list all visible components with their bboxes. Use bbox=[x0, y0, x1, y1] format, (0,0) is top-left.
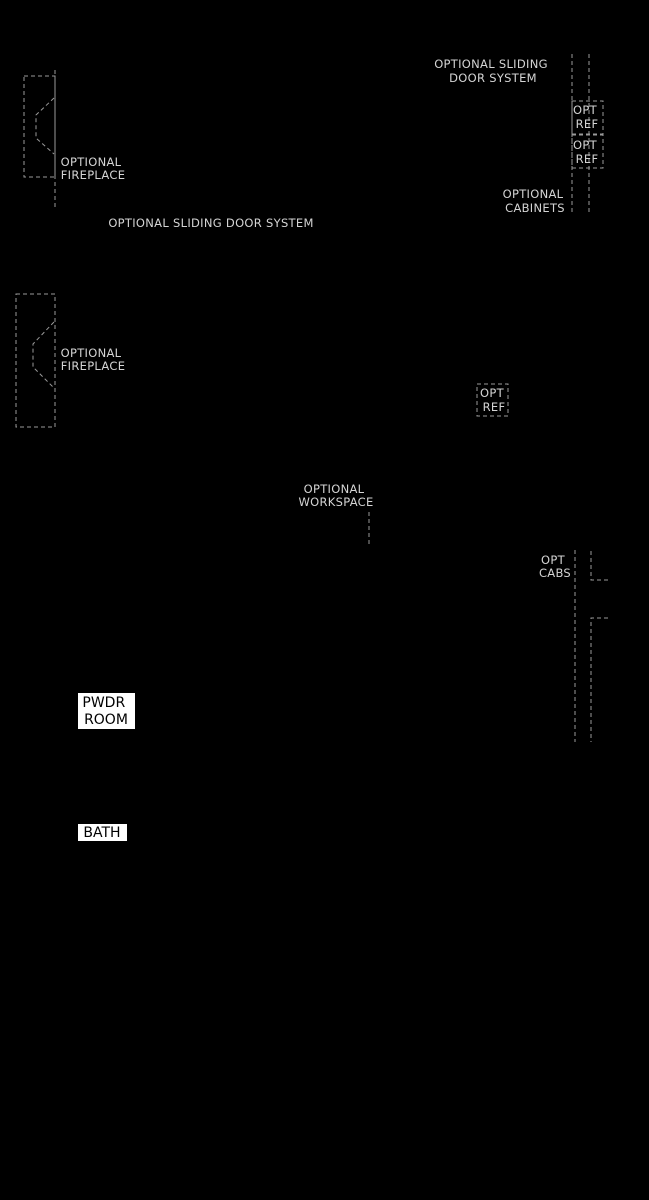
powder-room-label: PWDR ROOM bbox=[82, 695, 128, 728]
opt-ref-mid-label: OPT REF bbox=[480, 386, 506, 414]
fireplace-top-label: OPTIONAL FIREPLACE bbox=[60, 155, 126, 182]
optional-cabinets-label: OPTIONAL CABINETS bbox=[502, 187, 565, 215]
opt-cabs-lower-bracket bbox=[591, 618, 608, 742]
optional-fireplace-top bbox=[24, 70, 55, 208]
optional-fireplace-lower bbox=[16, 294, 55, 427]
fireplace-lower-outline bbox=[16, 294, 55, 427]
bath-tag bbox=[78, 824, 127, 841]
optional-workspace-label: OPTIONAL WORKSPACE bbox=[298, 482, 374, 509]
fireplace-lower-hearth bbox=[33, 322, 54, 388]
bath-label: BATH bbox=[83, 825, 121, 841]
powder-room-tag bbox=[78, 693, 135, 729]
sliding-door-top-right-label: OPTIONAL SLIDING DOOR SYSTEM bbox=[434, 57, 548, 85]
opt-ref-lower-label: OPT REF bbox=[573, 138, 599, 166]
fireplace-top-outline bbox=[24, 76, 55, 177]
opt-cabs-upper-bracket bbox=[591, 550, 608, 580]
opt-cabs-label: OPT CABS bbox=[538, 553, 572, 580]
opt-ref-upper-label: OPT REF bbox=[573, 103, 599, 131]
fireplace-top-hearth bbox=[36, 98, 54, 154]
fireplace-lower-label: OPTIONAL FIREPLACE bbox=[60, 346, 126, 373]
sliding-door-center-label: OPTIONAL SLIDING DOOR SYSTEM bbox=[108, 216, 314, 230]
opt-cabs-outline bbox=[575, 550, 608, 742]
